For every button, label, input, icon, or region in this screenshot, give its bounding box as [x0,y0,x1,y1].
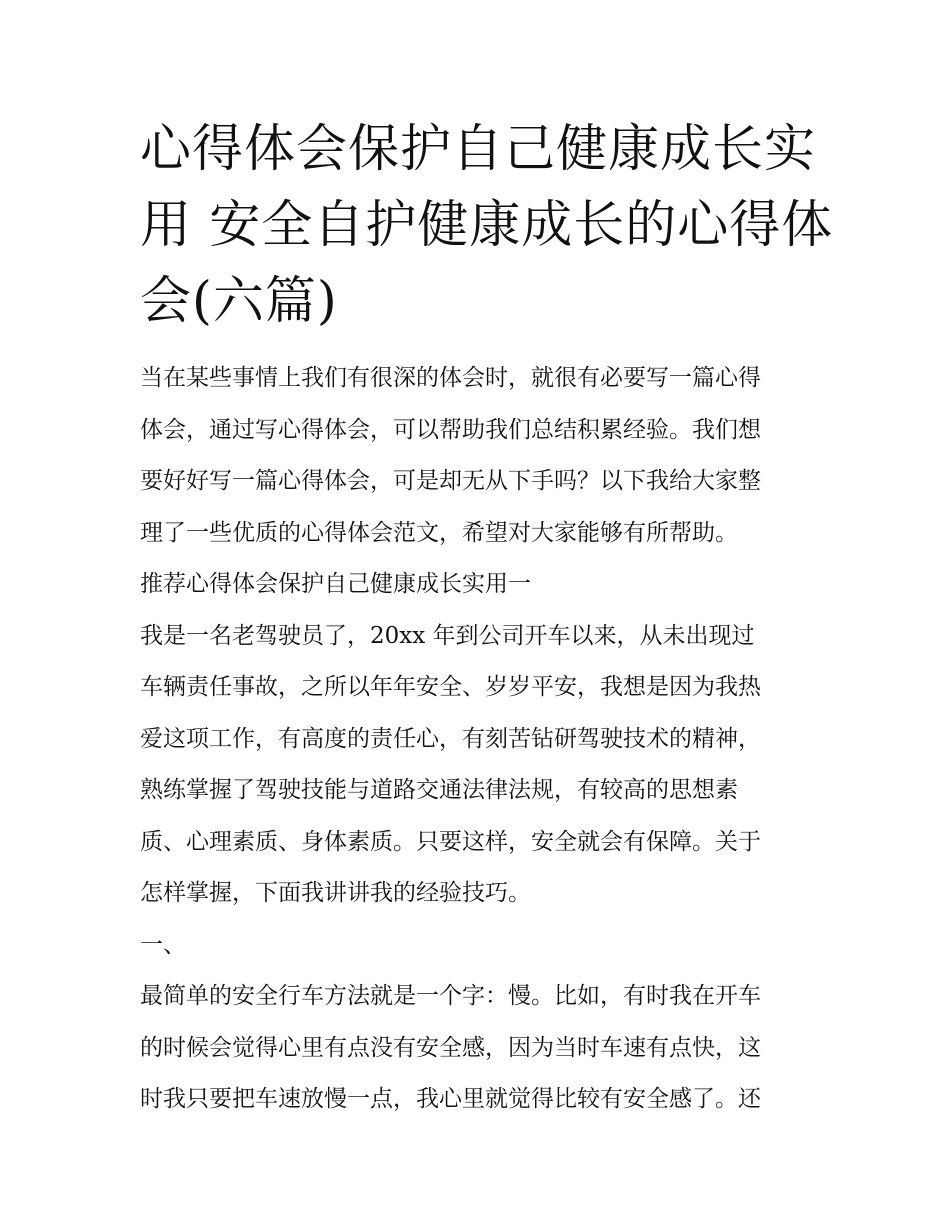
body-line: 我是一名老驾驶员了，20xx 年到公司开车以来，从未出现过 [140,622,755,649]
body-line: 体会，通过写心得体会，可以帮助我们总结积累经验。我们想 [140,416,761,443]
body-line: 车辆责任事故，之所以年年安全、岁岁平安，我想是因为我热 [140,674,761,700]
body-line: 怎样掌握，下面我讲讲我的经验技巧。 [140,880,531,906]
section-heading: 推荐心得体会保护自己健康成长实用一 [140,571,531,597]
list-marker: 一、 [140,931,186,958]
title-line-3: 会(六篇) [140,272,338,331]
body-line: 最简单的安全行车方法就是一个字：慢。比如，有时我在开车 [140,983,761,1009]
body-line: 理了一些优质的心得体会范文，希望对大家能够有所帮助。 [140,519,738,546]
title-line-1: 心得体会保护自己健康成长实 [140,120,817,179]
body-line: 当在某些事情上我们有很深的体会时，就很有必要写一篇心得 [140,365,761,391]
body-line: 熟练掌握了驾驶技能与道路交通法律法规，有较高的思想素 [140,777,738,803]
document-body [140,353,820,1126]
body-line: 要好好写一篇心得体会，可是却无从下手吗？以下我给大家整 [140,468,761,494]
title-line-2: 用 安全自护健康成长的心得体 [140,196,834,255]
body-line: 爱这项工作，有高度的责任心，有刻苦钻研驾驶技术的精神， [140,725,761,752]
body-line: 的时候会觉得心里有点没有安全感，因为当时车速有点快，这 [140,1034,761,1061]
document-title [140,112,834,340]
body-line: 质、心理素质、身体素质。只要这样，安全就会有保障。关于 [140,828,761,855]
body-line: 时我只要把车速放慢一点，我心里就觉得比较有安全感了。还 [140,1086,761,1112]
